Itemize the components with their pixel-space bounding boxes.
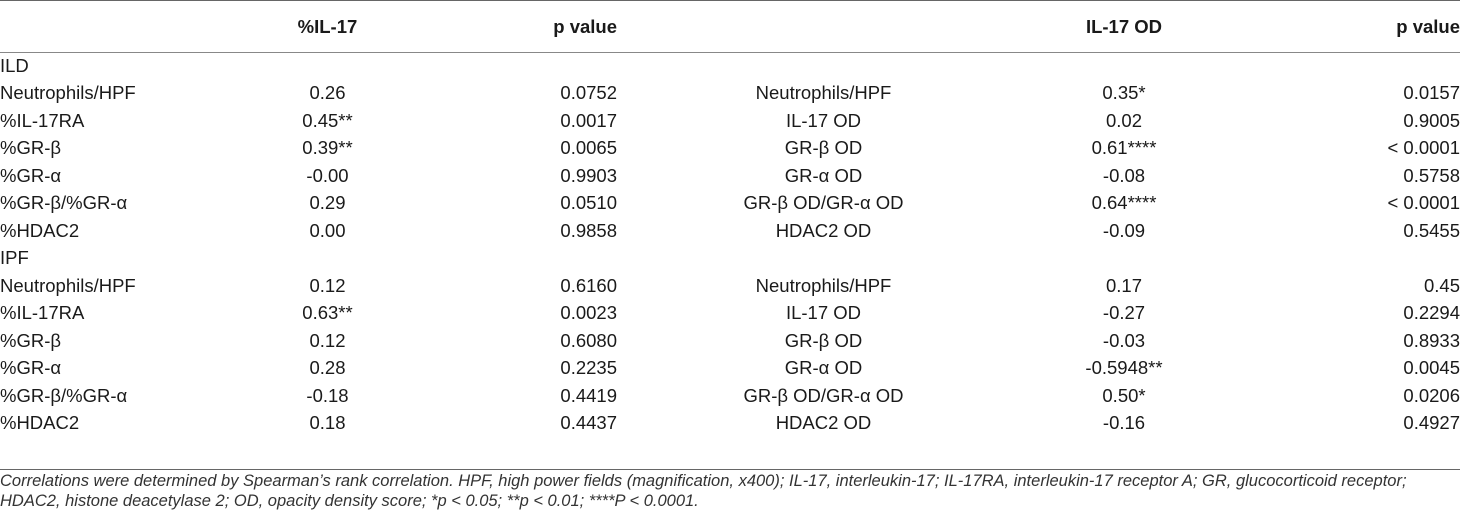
table-cell: 0.0065 <box>560 137 617 159</box>
header-cell: p value <box>1396 16 1460 37</box>
table-cell: HDAC2 OD <box>775 219 872 241</box>
table-cell: 0.0045 <box>1403 357 1460 379</box>
table-body <box>0 52 1460 437</box>
table-cell: 0.9005 <box>1403 109 1460 131</box>
table-cell: %GR-β <box>0 137 62 159</box>
table-cell: -0.16 <box>1102 412 1146 434</box>
table-cell: 0.5758 <box>1403 164 1460 186</box>
table-cell: 0.6080 <box>560 329 617 351</box>
table-row <box>0 300 1460 328</box>
table-cell: 0.28 <box>309 357 346 379</box>
table-row <box>0 327 1460 355</box>
table-row <box>0 355 1460 383</box>
table-row <box>0 272 1460 300</box>
table-cell: %HDAC2 <box>0 412 80 434</box>
table-cell: 0.0157 <box>1403 82 1460 104</box>
table-row <box>0 162 1460 190</box>
header-cell: %IL-17 <box>297 16 358 37</box>
table-cell: %IL-17RA <box>0 302 85 324</box>
table-cell: 0.8933 <box>1403 329 1460 351</box>
table-cell: Neutrophils/HPF <box>0 274 136 296</box>
section-row <box>0 245 1460 273</box>
table-cell: 0.2294 <box>1403 302 1460 324</box>
table-cell: GR-β OD/GR-α OD <box>743 384 904 406</box>
table-cell: 0.9858 <box>560 219 617 241</box>
table-cell: 0.9903 <box>560 164 617 186</box>
table-cell: -0.00 <box>306 164 349 186</box>
table-cell: Neutrophils/HPF <box>755 82 892 104</box>
table-cell: -0.5948** <box>1085 357 1163 379</box>
table-cell: %IL-17RA <box>0 109 85 131</box>
table-cell: GR-β OD/GR-α OD <box>743 192 904 214</box>
table-cell: -0.18 <box>306 384 349 406</box>
section-label: IPF <box>0 247 29 269</box>
table-cell: 0.0206 <box>1403 384 1460 406</box>
table-cell: 0.0023 <box>560 302 617 324</box>
table-cell: 0.6160 <box>560 274 617 296</box>
header-cell: p value <box>553 16 617 37</box>
table-cell: 0.18 <box>309 412 346 434</box>
table-cell: 0.29 <box>309 192 346 214</box>
header-cell <box>617 0 1030 52</box>
table-cell: GR-α OD <box>784 357 863 379</box>
table-cell: 0.63** <box>302 302 353 324</box>
table-cell: 0.45 <box>1423 274 1460 296</box>
table-cell: -0.27 <box>1102 302 1146 324</box>
header-cell <box>0 0 240 52</box>
table-cell: %GR-β/%GR-α <box>0 192 128 214</box>
table-row <box>0 382 1460 410</box>
table-cell: 0.0752 <box>560 82 617 104</box>
header-row <box>0 0 1460 52</box>
table-cell: %GR-β <box>0 329 62 351</box>
table-cell: GR-β OD <box>784 329 863 351</box>
table-cell: GR-β OD <box>784 137 863 159</box>
table-cell: 0.35* <box>1102 82 1146 104</box>
table-cell: 0.02 <box>1105 109 1142 131</box>
table-cell: < 0.0001 <box>1387 192 1460 214</box>
bottom-rule <box>0 469 1460 470</box>
table-row <box>0 217 1460 245</box>
table-row <box>0 410 1460 438</box>
table-cell: -0.09 <box>1102 219 1146 241</box>
table-cell: -0.03 <box>1102 329 1146 351</box>
table-cell: 0.2235 <box>560 357 617 379</box>
table-cell: 0.50* <box>1102 384 1146 406</box>
section-row <box>0 52 1460 80</box>
table-row <box>0 135 1460 163</box>
table-row <box>0 190 1460 218</box>
table-cell: 0.0510 <box>560 192 617 214</box>
table-cell: Neutrophils/HPF <box>755 274 892 296</box>
table-cell: 0.64**** <box>1091 192 1157 214</box>
table-cell: 0.39** <box>302 137 353 159</box>
table-cell: 0.12 <box>309 329 346 351</box>
table-cell: 0.61**** <box>1091 137 1157 159</box>
table-cell: Neutrophils/HPF <box>0 82 136 104</box>
table-cell: 0.17 <box>1105 274 1142 296</box>
table-cell: 0.00 <box>309 219 346 241</box>
table-cell: 0.4437 <box>560 412 617 434</box>
table-cell: < 0.0001 <box>1387 137 1460 159</box>
table-cell: GR-α OD <box>784 164 863 186</box>
header-cell: IL-17 OD <box>1085 16 1163 37</box>
table-cell: %GR-α <box>0 164 62 186</box>
table-cell: IL-17 OD <box>785 109 862 131</box>
section-label: ILD <box>0 54 29 76</box>
table-cell: 0.12 <box>309 274 346 296</box>
header-rule <box>0 52 1460 53</box>
table-cell: %GR-β/%GR-α <box>0 384 128 406</box>
table-cell: 0.0017 <box>560 109 617 131</box>
table-cell: 0.45** <box>302 109 353 131</box>
table-cell: 0.26 <box>309 82 346 104</box>
table-cell: -0.08 <box>1102 164 1146 186</box>
table-cell: 0.4927 <box>1403 412 1460 434</box>
table-cell: 0.4419 <box>560 384 617 406</box>
table-footnote: Correlations were determined by Spearman’s rank correlation. HPF, high power fields (magnification, x400); IL-17, interleukin-17; IL-17RA, interleukin-17 receptor A; GR, glucocorticoid receptor; HDAC2, histone deacetylase 2; OD, opacity density score; *p < 0.05; **p < 0.01; ****P < 0.0001. <box>0 472 1407 510</box>
table-cell: IL-17 OD <box>785 302 862 324</box>
table-cell: %GR-α <box>0 357 62 379</box>
table-cell: HDAC2 OD <box>775 412 872 434</box>
table-row <box>0 80 1460 108</box>
table-cell: 0.5455 <box>1403 219 1460 241</box>
table-row <box>0 107 1460 135</box>
table-cell: %HDAC2 <box>0 219 80 241</box>
